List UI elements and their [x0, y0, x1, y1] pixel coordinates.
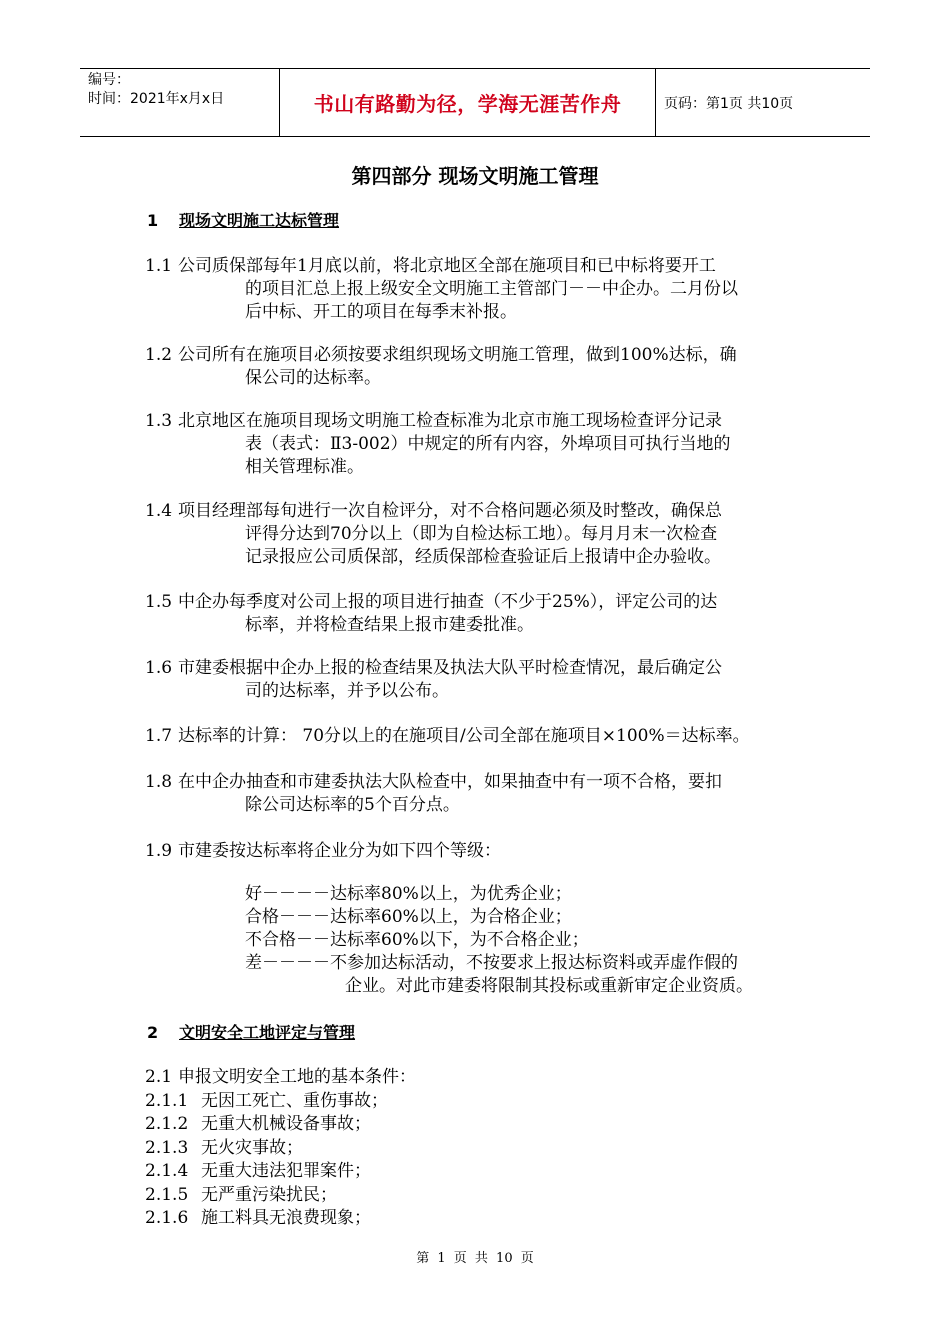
grade-item: 差－－－－不参加达标活动，不按要求上报达标资料或弄虚作假的: [245, 953, 738, 973]
section-heading-1: [147, 208, 339, 231]
time-label: 时间：2021年x月x日: [88, 91, 225, 107]
clause-text: 司的达标率，并予以公布。: [245, 681, 449, 701]
condition-text: 无重大违法犯罪案件；: [201, 1161, 371, 1181]
clause-number: 1.5: [145, 592, 173, 612]
clause-text: 保公司的达标率。: [245, 368, 381, 388]
clause-number: 2.1.3: [145, 1137, 189, 1158]
grade-item: 企业。对此市建委将限制其投标或重新审定企业资质。: [345, 976, 753, 996]
clause-text: 相关管理标准。: [245, 457, 364, 477]
clause-number: 2.1: [145, 1067, 173, 1087]
grade-item: 合格－－－达标率60%以上，为合格企业；: [245, 907, 572, 927]
page-header: [80, 68, 870, 137]
clause-number: 1.3: [145, 411, 173, 431]
clause-number: 1.1: [145, 256, 173, 276]
clause-number: 2.1.6: [145, 1208, 189, 1228]
clause-text: 后中标、开工的项目在每季末补报。: [245, 302, 517, 322]
page-footer: 第 1 页 共 10 页: [416, 1251, 534, 1266]
clause-1-1: [145, 255, 810, 324]
section-title: 现场文明施工达标管理: [179, 211, 340, 230]
clause-number: 1.2: [145, 345, 173, 365]
page-title: 第四部分 现场文明施工管理: [351, 164, 599, 188]
header-slogan: 书山有路勤为径，学海无涯苦作舟: [280, 69, 656, 136]
section-number: 1: [147, 211, 159, 230]
clause-text: 的项目汇总上报上级安全文明施工主管部门－－中企办。二月份以: [245, 279, 738, 299]
condition-text: 无严重污染扰民；: [201, 1184, 337, 1205]
clause-number: 2.1.1: [145, 1090, 189, 1111]
clause-1-7: [145, 725, 810, 748]
clause-1-2: [145, 344, 810, 390]
clause-1-6: [145, 657, 810, 703]
condition-text: 无重大机械设备事故；: [201, 1114, 371, 1134]
clause-text: 除公司达标率的5个百分点。: [245, 795, 460, 815]
clause-number: 1.9: [145, 841, 173, 861]
clause-1-8: [145, 771, 810, 817]
clause-number: 1.8: [145, 772, 173, 792]
header-meta: [80, 69, 280, 136]
condition-text: 无因工死亡、重伤事故；: [201, 1090, 388, 1111]
clause-text: 在中企办抽查和市建委执法大队检查中，如果抽查中有一项不合格，要扣: [178, 772, 722, 792]
number-label: 编号：: [88, 72, 130, 88]
conditions-list: [145, 1066, 416, 1231]
clause-text: 项目经理部每旬进行一次自检评分，对不合格问题必须及时整改，确保总: [178, 501, 722, 521]
clause-text: 达标率的计算： 70分以上的在施项目/公司全部在施项目×100%＝达标率。: [178, 726, 750, 746]
clause-text: 表（表式：Ⅱ3-002）中规定的所有内容，外埠项目可执行当地的: [245, 434, 731, 454]
grade-list: [245, 883, 815, 998]
condition-text: 无火灾事故；: [201, 1137, 303, 1158]
clause-text: 申报文明安全工地的基本条件：: [178, 1067, 416, 1087]
clause-number: 2.1.2: [145, 1114, 189, 1134]
clause-number: 1.6: [145, 658, 173, 678]
section-title: 文明安全工地评定与管理: [179, 1023, 356, 1042]
clause-text: 公司所有在施项目必须按要求组织现场文明施工管理，做到100%达标，确: [178, 345, 737, 365]
clause-number: 1.4: [145, 501, 173, 521]
clause-1-9: [145, 840, 810, 863]
clause-text: 市建委按达标率将企业分为如下四个等级：: [178, 841, 501, 861]
clause-1-3: [145, 410, 810, 479]
clause-number: 2.1.4: [145, 1161, 189, 1181]
clause-number: 2.1.5: [145, 1184, 189, 1205]
clause-text: 市建委根据中企办上报的检查结果及执法大队平时检查情况，最后确定公: [178, 658, 722, 678]
grade-item: 好－－－－达标率80%以上，为优秀企业；: [245, 884, 572, 904]
clause-1-4: [145, 500, 810, 569]
clause-number: 1.7: [145, 726, 173, 746]
clause-1-5: [145, 591, 810, 637]
clause-text: 标率，并将检查结果上报市建委批准。: [245, 615, 534, 635]
clause-text: 记录报应公司质保部，经质保部检查验证后上报请中企办验收。: [245, 547, 721, 567]
clause-text: 中企办每季度对公司上报的项目进行抽查（不少于25%），评定公司的达: [178, 592, 718, 612]
condition-text: 施工料具无浪费现象；: [201, 1208, 371, 1228]
clause-text: 北京地区在施项目现场文明施工检查标准为北京市施工现场检查评分记录: [178, 411, 722, 431]
grade-item: 不合格－－达标率60%以下，为不合格企业；: [245, 930, 589, 950]
section-heading-2: [147, 1020, 355, 1043]
clause-text: 公司质保部每年1月底以前，将北京地区全部在施项目和已中标将要开工: [178, 256, 716, 276]
section-number: 2: [147, 1023, 159, 1042]
clause-text: 评得分达到70分以上（即为自检达标工地）。每月月末一次检查: [245, 524, 718, 544]
header-page-info: 页码：第1页 共10页: [664, 95, 794, 112]
